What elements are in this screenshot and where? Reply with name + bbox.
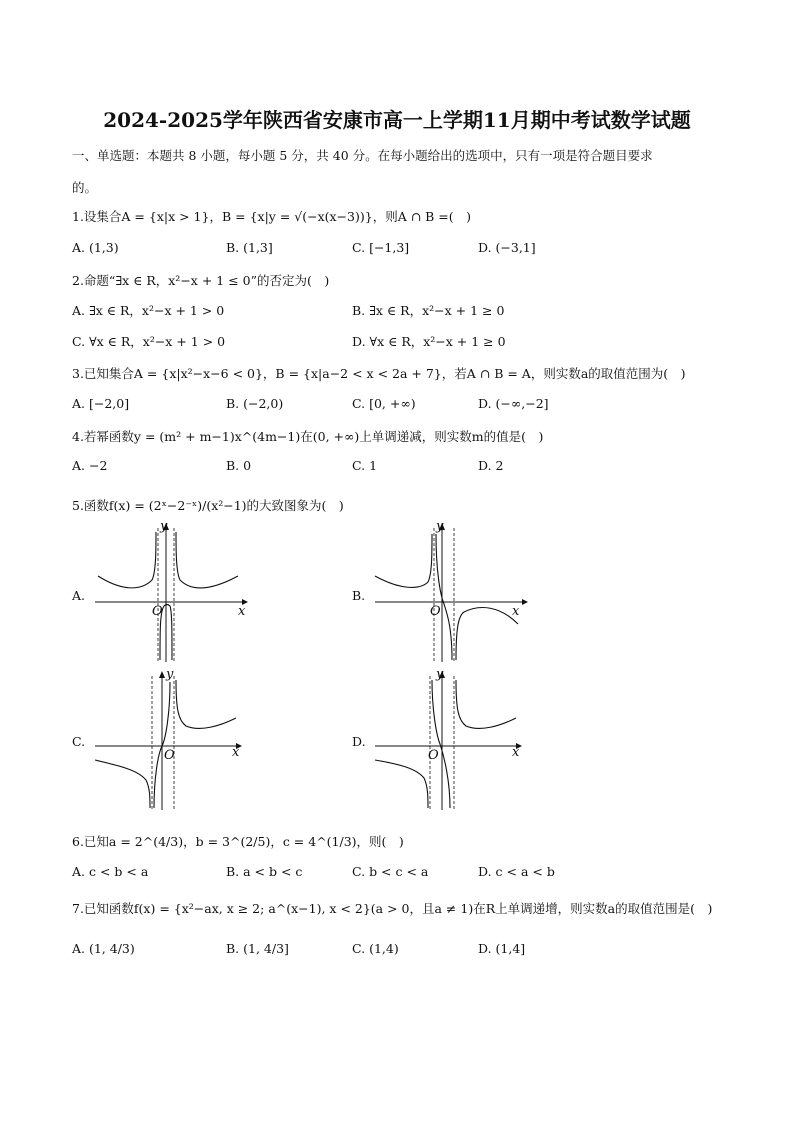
- q3-option-b[interactable]: B. (−2,0): [226, 396, 284, 411]
- question-4: 4.若幂函数y = (m² + m−1)x^(4m−1)在(0, +∞)上单调递减，则实数m的值是( ): [72, 429, 544, 444]
- q4-option-d[interactable]: D. 2: [478, 458, 504, 473]
- q7-option-c[interactable]: C. (1,4): [352, 941, 399, 956]
- curve: [176, 532, 238, 588]
- question-5: 5.函数f(x) = (2ˣ−2⁻ˣ)/(x²−1)的大致图象为( ): [72, 498, 344, 513]
- curve: [375, 534, 432, 587]
- question-3: 3.已知集合A = {x|x²−x−6 < 0}，B = {x|a−2 < x < 2a + 7}，若A ∩ B = A，则实数a的取值范围为( ): [72, 366, 686, 381]
- q2-option-a[interactable]: A. ∃x ∈ R，x²−x + 1 > 0: [72, 303, 225, 318]
- q4-option-c[interactable]: C. 1: [352, 458, 378, 473]
- x-label: x: [512, 745, 520, 760]
- q5-option-d[interactable]: D.: [352, 734, 366, 749]
- x-label: x: [238, 604, 246, 619]
- graph-a: [90, 520, 250, 665]
- page-title: 2024-2025学年陕西省安康市高一上学期11月期中考试数学试题: [103, 108, 691, 132]
- graph-b: [370, 520, 530, 665]
- q1-option-b[interactable]: B. (1,3]: [226, 240, 273, 255]
- q4-option-b[interactable]: B. 0: [226, 458, 252, 473]
- q2-option-b[interactable]: B. ∃x ∈ R，x²−x + 1 ≥ 0: [352, 303, 505, 318]
- origin-label: O: [428, 748, 439, 763]
- curve: [95, 760, 150, 808]
- origin-label: O: [430, 604, 441, 619]
- curve: [176, 680, 236, 728]
- question-1: 1.设集合A = {x|x > 1}，B = {x|y = √(−x(x−3))}，则A ∩ B =( ): [72, 209, 472, 224]
- q5-option-c[interactable]: C.: [72, 734, 86, 749]
- curve: [456, 680, 516, 728]
- q6-option-a[interactable]: A. c < b < a: [72, 864, 149, 879]
- q7-option-b[interactable]: B. (1, 4/3]: [226, 941, 289, 956]
- origin-label: O: [152, 604, 163, 619]
- y-arrow: [159, 671, 165, 678]
- graph-d: [370, 668, 530, 813]
- q2-option-d[interactable]: D. ∀x ∈ R，x²−x + 1 ≥ 0: [352, 334, 506, 349]
- q1-option-a[interactable]: A. (1,3): [72, 240, 119, 255]
- curve: [98, 532, 156, 588]
- y-label: y: [160, 519, 168, 534]
- curve: [456, 608, 518, 660]
- curve: [432, 680, 450, 808]
- q7-option-d[interactable]: D. (1,4]: [478, 941, 526, 956]
- graph-c: [90, 668, 250, 813]
- section-header-cont: 的。: [72, 180, 98, 195]
- q3-option-d[interactable]: D. (−∞,−2]: [478, 396, 549, 411]
- y-label: y: [436, 519, 444, 534]
- q1-option-c[interactable]: C. [−1,3]: [352, 240, 410, 255]
- y-label: y: [166, 667, 174, 682]
- q3-option-a[interactable]: A. [−2,0]: [72, 396, 130, 411]
- section-header: 一、单选题：本题共 8 小题，每小题 5 分，共 40 分。在每小题给出的选项中，只有一项是符合题目要求: [72, 148, 653, 163]
- q4-option-a[interactable]: A. −2: [72, 458, 108, 473]
- question-7: 7.已知函数f(x) = {x²−ax, x ≥ 2; a^(x−1), x < 2}(a > 0，且a ≠ 1)在R上单调递增，则实数a的取值范围是( ): [72, 901, 713, 916]
- q7-option-a[interactable]: A. (1, 4/3): [72, 941, 135, 956]
- x-label: x: [232, 745, 240, 760]
- x-arrow: [522, 599, 528, 605]
- question-2: 2.命题“∃x ∈ R，x²−x + 1 ≤ 0”的否定为( ): [72, 273, 330, 288]
- q5-option-a[interactable]: A.: [72, 588, 86, 603]
- q6-option-c[interactable]: C. b < c < a: [352, 864, 429, 879]
- q5-option-b[interactable]: B.: [352, 588, 366, 603]
- q6-option-b[interactable]: B. a < b < c: [226, 864, 303, 879]
- curve: [436, 534, 452, 660]
- origin-label: O: [164, 748, 175, 763]
- q6-option-d[interactable]: D. c < a < b: [478, 864, 555, 879]
- question-6: 6.已知a = 2^(4/3)，b = 3^(2/5)，c = 4^(1/3)，则( ): [72, 834, 404, 849]
- x-label: x: [512, 604, 520, 619]
- q3-option-c[interactable]: C. [0, +∞): [352, 396, 416, 411]
- curve: [375, 760, 428, 808]
- q1-option-d[interactable]: D. (−3,1]: [478, 240, 536, 255]
- q2-option-c[interactable]: C. ∀x ∈ R，x²−x + 1 > 0: [72, 334, 226, 349]
- y-label: y: [436, 667, 444, 682]
